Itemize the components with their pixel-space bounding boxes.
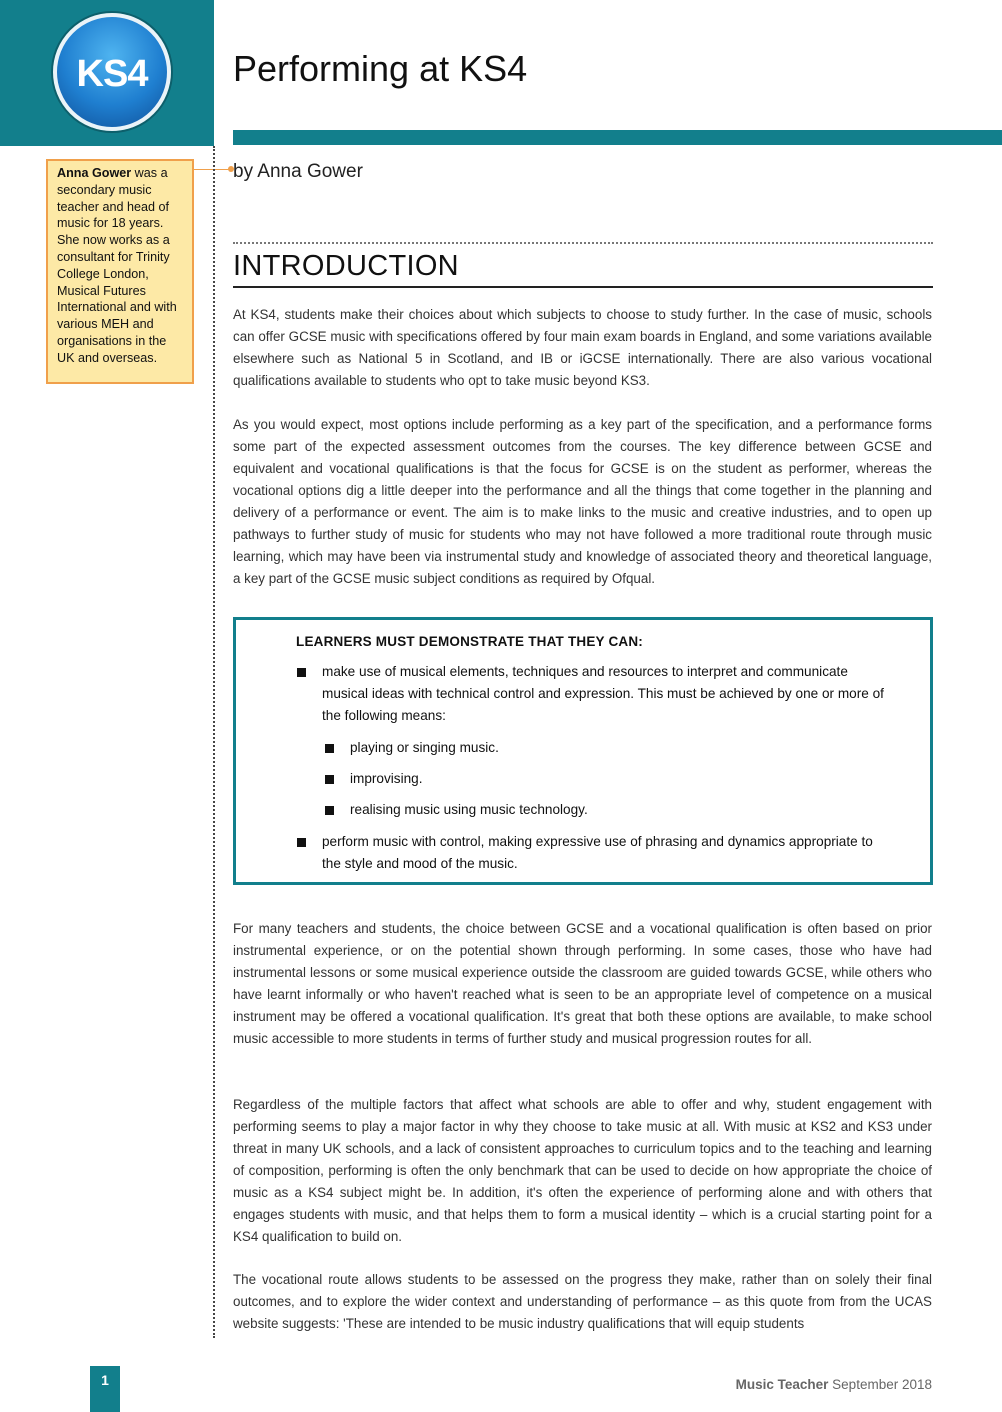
- margin-dotted-rule: [213, 146, 215, 1338]
- bio-text: was a secondary music teacher and head of music for 18 years. She now works as a consultant for Trinity College London, Musical Futures International and with various MEH and organisations in the UK and overseas.: [57, 166, 177, 365]
- section-heading: INTRODUCTION: [233, 250, 459, 282]
- callout-sub-item-2: improvising.: [350, 771, 423, 786]
- bullet-icon: [297, 668, 306, 677]
- bullet-icon: [297, 838, 306, 847]
- footer-publication: Music Teacher: [735, 1377, 829, 1392]
- ks4-badge-icon: [53, 13, 171, 131]
- paragraph-5: The vocational route allows students to be assessed on the progress they make, rather than on solely their final outcomes, and to explore the wider context and understanding of performance – as this quote from from the UCAS website suggests: 'These are intended to be music industry qualifications that will equip students: [233, 1272, 932, 1331]
- page-number: 1: [90, 1366, 120, 1412]
- callout-sub-item-1: playing or singing music.: [350, 740, 499, 755]
- callout-sub-item-3: realising music using music technology.: [350, 802, 588, 817]
- callout-heading: LEARNERS MUST DEMONSTRATE THAT THEY CAN:: [296, 634, 643, 649]
- paragraph-2: As you would expect, most options include performing as a key part of the specification, and a performance forms some part of the expected assessment outcomes from the courses. The key difference between GCSE and equivalent and vocational qualifications is that the focus for GCSE is on the student as performer, whereas the vocational options dig a little deeper into the performance and all the things that come together in the planning and delivery of a performance or event. The aim is to make links to the music and creative industries, and to open up pathways to further study of music for students who may not have followed a more traditional route through music learning, which may have been via instrumental study and knowledge of associated theory and theoretical language, a key part of the GCSE music subject conditions as required by Ofqual.: [233, 417, 932, 586]
- badge-label: KS4: [76, 53, 148, 95]
- paragraph-4: Regardless of the multiple factors that affect what schools are able to offer and why, student engagement with performing seems to play a major factor in why they choose to take music at all. With music at KS2 and KS3 under threat in many UK schools, and a lack of consistent approaches to curriculum topics and to the teaching and learning of composition, performing is often the only benchmark that can be used to decide on how appropriate the choice of music as a KS4 subject might be. In addition, it's often the experience of performing alone and with others that engages students with music, and that helps them to form a musical identity – which is a crucial starting point for a KS4 qualification to build on.: [233, 1097, 932, 1244]
- byline: by Anna Gower: [233, 161, 363, 182]
- title-rule: [233, 130, 1002, 145]
- footer-credit: [736, 1377, 932, 1392]
- bio-author-name: Anna Gower: [57, 166, 132, 180]
- sub-bullet-icon: [325, 806, 334, 815]
- callout-item-1-line-1: make use of musical elements, techniques and resources to interpret and communicate: [322, 664, 848, 679]
- paragraph-1: At KS4, students make their choices about which subjects to choose to study further. In the case of music, schools can offer GCSE music with specifications offered by four main exam boards in England, and some variations available elsewhere such as National 5 in Scotland, and IB or iGCSE internationally. There are also various vocational qualifications available to students who opt to take music beyond KS3.: [233, 307, 932, 388]
- author-bio-box: [46, 159, 194, 384]
- footer-date: September 2018: [828, 1377, 932, 1392]
- callout-item-1-line-2: musical ideas with technical control and expression. This must be achieved by one or more of: [322, 686, 884, 701]
- callout-item-2-line-2: the style and mood of the music.: [322, 856, 518, 871]
- learners-callout-box: [233, 617, 933, 885]
- callout-item-2-line-1: perform music with control, making expressive use of phrasing and dynamics appropriate to: [322, 834, 873, 849]
- sub-bullet-icon: [325, 775, 334, 784]
- heading-underline: [233, 286, 933, 288]
- callout-item-1-line-3: the following means:: [322, 708, 446, 723]
- sub-bullet-icon: [325, 744, 334, 753]
- page-title: Performing at KS4: [233, 48, 528, 89]
- dotted-separator: [233, 242, 933, 244]
- paragraph-3: For many teachers and students, the choice between GCSE and a vocational qualification is often based on prior instrumental experience, or on the potential shown through performing. In some cases, those who have had instrumental lessons or some musical experience outside the classroom are guided towards GCSE, while others who have learnt informally or who haven't reached what is seen to be an appropriate level of competence on a musical instrument may be offered a vocational qualification. It's great that both these options are available, to make school music accessible to more students in terms of further study and musical progression routes for all.: [233, 921, 932, 1046]
